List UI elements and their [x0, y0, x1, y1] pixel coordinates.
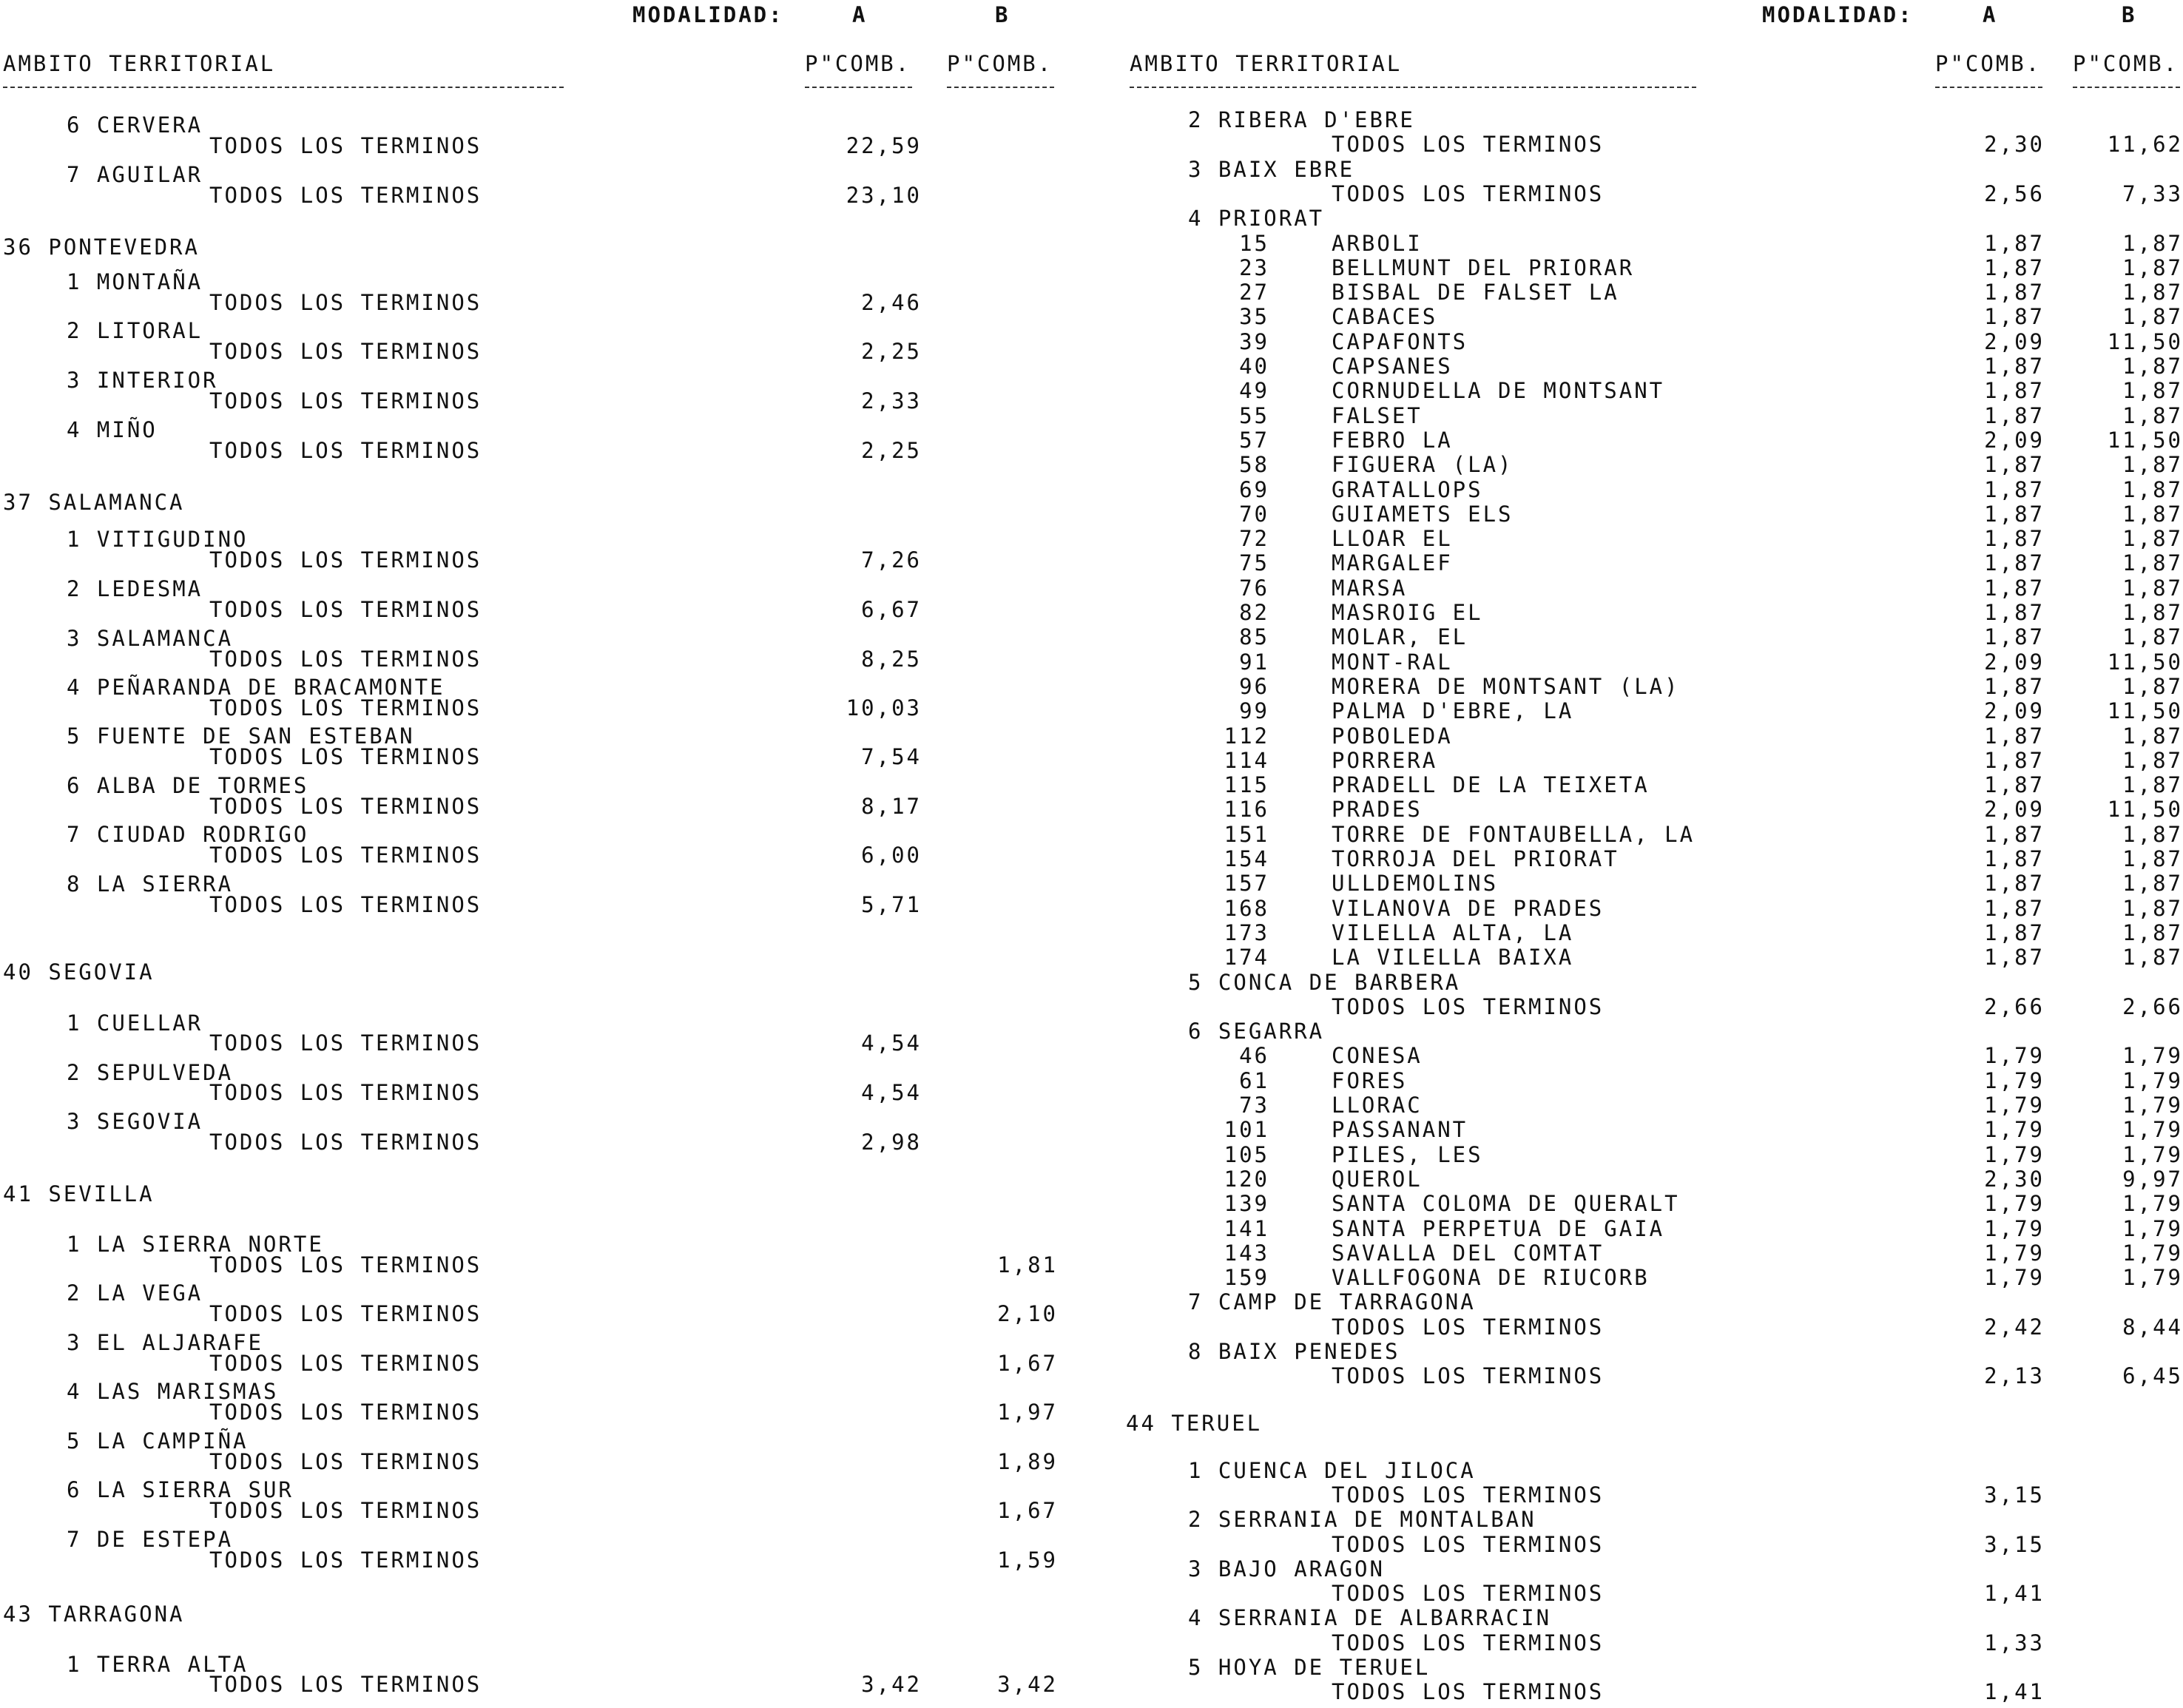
zone-heading: 1 CUELLAR: [67, 1010, 203, 1036]
municipality-code: 72: [1239, 526, 1269, 552]
municipality-code: 168: [1224, 895, 1269, 921]
municipality-name: LLOAR EL: [1332, 526, 1453, 552]
term-label: TODOS LOS TERMINOS: [209, 547, 482, 573]
value-b: 1,89: [997, 1449, 1058, 1474]
value-a: 1,33: [1984, 1630, 2045, 1655]
value-a: 6,67: [861, 597, 922, 622]
value-a: 1,87: [1984, 747, 2045, 773]
value-b: 1,79: [2122, 1067, 2183, 1093]
municipality-code: 82: [1239, 600, 1269, 625]
value-b: 1,87: [2122, 747, 2183, 773]
value-a: 22,59: [846, 133, 922, 158]
value-b: 1,81: [997, 1252, 1058, 1277]
value-a: 1,79: [1984, 1043, 2045, 1069]
municipality-code: 173: [1224, 919, 1269, 945]
value-b: 1,87: [2122, 945, 2183, 971]
municipality-code: 91: [1239, 649, 1269, 675]
divider-ambito-right: [1130, 87, 1696, 88]
value-a: 2,42: [1984, 1314, 2045, 1340]
value-a: 1,87: [1984, 624, 2045, 650]
value-a: 1,79: [1984, 1240, 2045, 1266]
value-a: 1,87: [1984, 501, 2045, 527]
pcomb-a-header-right: P"COMB.: [1935, 51, 2042, 76]
zone-heading: 7 CAMP DE TARRAGONA: [1188, 1289, 1476, 1315]
value-b: 1,87: [2122, 871, 2183, 897]
value-a: 5,71: [861, 892, 922, 917]
municipality-name: POBOLEDA: [1332, 723, 1453, 749]
value-b: 1,87: [2122, 378, 2183, 404]
value-a: 4,54: [861, 1080, 922, 1105]
municipality-name: PILES, LES: [1332, 1141, 1483, 1167]
col-a-header-right: A: [1983, 2, 1998, 27]
zone-heading: 3 INTERIOR: [67, 368, 218, 393]
zone-heading: 3 BAIX EBRE: [1188, 156, 1355, 182]
divider-a-left: [805, 87, 912, 88]
municipality-code: 70: [1239, 501, 1269, 527]
municipality-name: MORERA DE MONTSANT (LA): [1332, 673, 1680, 699]
municipality-code: 151: [1224, 821, 1269, 847]
value-b: 1,87: [2122, 895, 2183, 921]
value-a: 1,87: [1984, 919, 2045, 945]
value-a: 1,87: [1984, 772, 2045, 798]
municipality-name: LA VILELLA BAIXA: [1332, 945, 1574, 971]
value-b: 1,87: [2122, 821, 2183, 847]
zone-heading: 1 VITIGUDINO: [67, 527, 249, 552]
value-a: 1,87: [1984, 526, 2045, 552]
term-label: TODOS LOS TERMINOS: [209, 438, 482, 463]
municipality-name: PRADES: [1332, 797, 1423, 823]
value-a: 1,79: [1984, 1093, 2045, 1118]
municipality-code: 114: [1224, 747, 1269, 773]
zone-heading: 7 DE ESTEPA: [67, 1527, 234, 1552]
zone-heading: 2 LA VEGA: [67, 1280, 203, 1306]
zone-heading: 5 CONCA DE BARBERA: [1188, 969, 1461, 995]
value-a: 1,87: [1984, 895, 2045, 921]
value-a: 1,87: [1984, 871, 2045, 897]
value-a: 1,87: [1984, 723, 2045, 749]
municipality-code: 69: [1239, 476, 1269, 502]
value-a: 7,26: [861, 547, 922, 573]
value-b: 1,87: [2122, 452, 2183, 478]
municipality-name: SANTA PERPETUA DE GAIA: [1332, 1215, 1665, 1241]
municipality-code: 141: [1224, 1215, 1269, 1241]
municipality-name: VILANOVA DE PRADES: [1332, 895, 1605, 921]
modalidad-label-left: MODALIDAD:: [632, 2, 784, 27]
value-b: 1,87: [2122, 230, 2183, 256]
term-label: TODOS LOS TERMINOS: [1332, 1679, 1605, 1705]
value-a: 2,09: [1984, 328, 2045, 354]
term-label: TODOS LOS TERMINOS: [209, 1301, 482, 1326]
col-b-header-right: B: [2122, 2, 2137, 27]
municipality-name: PRADELL DE LA TEIXETA: [1332, 772, 1650, 798]
zone-heading: 6 CERVERA: [67, 112, 203, 138]
value-a: 1,87: [1984, 846, 2045, 871]
municipality-name: QUEROL: [1332, 1166, 1423, 1192]
zone-heading: 8 BAIX PENEDES: [1188, 1339, 1400, 1364]
value-b: 1,79: [2122, 1240, 2183, 1266]
value-b: 1,79: [2122, 1215, 2183, 1241]
zone-heading: 2 LITORAL: [67, 318, 203, 343]
value-a: 2,09: [1984, 797, 2045, 823]
municipality-code: 57: [1239, 427, 1269, 453]
term-label: TODOS LOS TERMINOS: [1332, 1630, 1605, 1655]
value-a: 2,09: [1984, 698, 2045, 724]
pcomb-a-header-left: P"COMB.: [805, 51, 911, 76]
term-label: TODOS LOS TERMINOS: [209, 1547, 482, 1573]
term-label: TODOS LOS TERMINOS: [209, 843, 482, 868]
value-a: 1,79: [1984, 1191, 2045, 1217]
value-b: 11,50: [2107, 797, 2183, 823]
value-b: 9,97: [2122, 1166, 2183, 1192]
municipality-code: 99: [1239, 698, 1269, 724]
value-b: 1,87: [2122, 280, 2183, 306]
municipality-code: 76: [1239, 575, 1269, 601]
value-b: 1,67: [997, 1351, 1058, 1376]
value-a: 2,09: [1984, 649, 2045, 675]
value-a: 2,98: [861, 1130, 922, 1155]
municipality-name: CORNUDELLA DE MONTSANT: [1332, 378, 1665, 404]
zone-heading: 2 LEDESMA: [67, 576, 203, 601]
value-b: 1,87: [2122, 575, 2183, 601]
value-a: 2,13: [1984, 1363, 2045, 1389]
term-label: TODOS LOS TERMINOS: [1332, 132, 1605, 158]
col-b-header-left: B: [995, 2, 1010, 27]
value-b: 1,79: [2122, 1191, 2183, 1217]
value-a: 2,46: [861, 290, 922, 315]
value-b: 1,87: [2122, 501, 2183, 527]
municipality-name: ULLDEMOLINS: [1332, 871, 1499, 897]
municipality-name: CAPAFONTS: [1332, 328, 1468, 354]
zone-heading: 1 TERRA ALTA: [67, 1652, 249, 1677]
municipality-name: MASROIG EL: [1332, 600, 1483, 625]
municipality-code: 73: [1239, 1093, 1269, 1118]
col-a-header-left: A: [852, 2, 868, 27]
municipality-name: FORES: [1332, 1067, 1408, 1093]
municipality-code: 58: [1239, 452, 1269, 478]
term-label: TODOS LOS TERMINOS: [1332, 1314, 1605, 1340]
municipality-name: FALSET: [1332, 402, 1423, 428]
value-a: 1,87: [1984, 575, 2045, 601]
term-label: TODOS LOS TERMINOS: [209, 695, 482, 720]
municipality-code: 27: [1239, 280, 1269, 306]
value-a: 1,87: [1984, 230, 2045, 256]
ambito-label-right: AMBITO TERRITORIAL: [1130, 51, 1403, 76]
municipality-code: 115: [1224, 772, 1269, 798]
value-b: 1,87: [2122, 550, 2183, 576]
municipality-code: 75: [1239, 550, 1269, 576]
municipality-name: FEBRO LA: [1332, 427, 1453, 453]
value-b: 1,59: [997, 1547, 1058, 1573]
value-a: 1,79: [1984, 1265, 2045, 1291]
value-b: 1,67: [997, 1498, 1058, 1523]
value-a: 1,87: [1984, 945, 2045, 971]
value-a: 1,79: [1984, 1117, 2045, 1143]
value-b: 1,79: [2122, 1117, 2183, 1143]
term-label: TODOS LOS TERMINOS: [209, 388, 482, 414]
divider-ambito-left: [3, 87, 564, 88]
municipality-code: 35: [1239, 304, 1269, 330]
value-a: 10,03: [846, 695, 922, 720]
value-a: 4,54: [861, 1030, 922, 1056]
divider-a-right: [1935, 87, 2042, 88]
municipality-name: FIGUERA (LA): [1332, 452, 1514, 478]
pcomb-b-header-right: P"COMB.: [2073, 51, 2179, 76]
value-a: 3,15: [1984, 1482, 2045, 1508]
value-b: 1,87: [2122, 723, 2183, 749]
value-b: 3,42: [997, 1672, 1058, 1697]
term-label: TODOS LOS TERMINOS: [209, 647, 482, 672]
municipality-code: 40: [1239, 354, 1269, 379]
term-label: TODOS LOS TERMINOS: [209, 1449, 482, 1474]
province-heading: 37 SALAMANCA: [3, 490, 185, 515]
municipality-code: 105: [1224, 1141, 1269, 1167]
value-b: 1,79: [2122, 1265, 2183, 1291]
value-b: 1,87: [2122, 624, 2183, 650]
value-b: 1,87: [2122, 354, 2183, 379]
zone-heading: 8 LA SIERRA: [67, 871, 234, 897]
value-b: 2,10: [997, 1301, 1058, 1326]
zone-heading: 4 PEÑARANDA DE BRACAMONTE: [67, 675, 445, 700]
value-a: 1,87: [1984, 821, 2045, 847]
municipality-code: 159: [1224, 1265, 1269, 1291]
municipality-code: 101: [1224, 1117, 1269, 1143]
municipality-name: BELLMUNT DEL PRIORAR: [1332, 254, 1635, 280]
municipality-name: MARGALEF: [1332, 550, 1453, 576]
value-b: 1,87: [2122, 673, 2183, 699]
value-b: 1,87: [2122, 846, 2183, 871]
value-a: 6,00: [861, 843, 922, 868]
value-b: 7,33: [2122, 180, 2183, 206]
value-b: 1,87: [2122, 919, 2183, 945]
value-b: 1,87: [2122, 526, 2183, 552]
zone-heading: 3 BAJO ARAGON: [1188, 1556, 1385, 1582]
zone-heading: 2 SERRANIA DE MONTALBAN: [1188, 1507, 1536, 1533]
value-a: 2,30: [1984, 1166, 2045, 1192]
term-label: TODOS LOS TERMINOS: [209, 1252, 482, 1277]
value-a: 1,87: [1984, 280, 2045, 306]
value-a: 2,09: [1984, 427, 2045, 453]
municipality-name: MARSA: [1332, 575, 1408, 601]
value-b: 1,87: [2122, 600, 2183, 625]
value-a: 1,87: [1984, 476, 2045, 502]
municipality-code: 23: [1239, 254, 1269, 280]
value-a: 1,41: [1984, 1581, 2045, 1607]
value-b: 11,50: [2107, 649, 2183, 675]
municipality-code: 61: [1239, 1067, 1269, 1093]
municipality-name: SAVALLA DEL COMTAT: [1332, 1240, 1605, 1266]
municipality-name: CONESA: [1332, 1043, 1423, 1069]
municipality-code: 157: [1224, 871, 1269, 897]
municipality-name: TORRE DE FONTAUBELLA, LA: [1332, 821, 1696, 847]
municipality-code: 39: [1239, 328, 1269, 354]
term-label: TODOS LOS TERMINOS: [209, 1672, 482, 1697]
municipality-name: BISBAL DE FALSET LA: [1332, 280, 1619, 306]
value-b: 1,97: [997, 1400, 1058, 1425]
value-a: 1,87: [1984, 550, 2045, 576]
municipality-name: GUIAMETS ELS: [1332, 501, 1514, 527]
value-b: 2,66: [2122, 993, 2183, 1019]
value-a: 1,87: [1984, 673, 2045, 699]
term-label: TODOS LOS TERMINOS: [1332, 1363, 1605, 1389]
term-label: TODOS LOS TERMINOS: [209, 1130, 482, 1155]
zone-heading: 7 AGUILAR: [67, 162, 203, 187]
municipality-name: VALLFOGONA DE RIUCORB: [1332, 1265, 1650, 1291]
province-heading: 41 SEVILLA: [3, 1181, 155, 1206]
zone-heading: 4 LAS MARISMAS: [67, 1379, 279, 1404]
municipality-code: 15: [1239, 230, 1269, 256]
divider-b-right: [2073, 87, 2180, 88]
municipality-name: TORROJA DEL PRIORAT: [1332, 846, 1619, 871]
value-a: 2,25: [861, 339, 922, 364]
municipality-name: CABACES: [1332, 304, 1438, 330]
municipality-name: CAPSANES: [1332, 354, 1453, 379]
municipality-name: MOLAR, EL: [1332, 624, 1468, 650]
zone-heading: 1 CUENCA DEL JILOCA: [1188, 1457, 1476, 1483]
zone-heading: 6 LA SIERRA SUR: [67, 1477, 294, 1502]
pcomb-b-header-left: P"COMB.: [947, 51, 1053, 76]
value-a: 1,87: [1984, 354, 2045, 379]
value-b: 8,44: [2122, 1314, 2183, 1340]
value-a: 3,15: [1984, 1531, 2045, 1557]
modalidad-label-right: MODALIDAD:: [1762, 2, 1914, 27]
value-a: 8,17: [861, 794, 922, 819]
term-label: TODOS LOS TERMINOS: [209, 133, 482, 158]
zone-heading: 3 SEGOVIA: [67, 1109, 203, 1134]
municipality-code: 96: [1239, 673, 1269, 699]
term-label: TODOS LOS TERMINOS: [1332, 993, 1605, 1019]
value-a: 2,30: [1984, 132, 2045, 158]
term-label: TODOS LOS TERMINOS: [209, 290, 482, 315]
municipality-code: 55: [1239, 402, 1269, 428]
zone-heading: 1 LA SIERRA NORTE: [67, 1232, 324, 1257]
value-a: 1,79: [1984, 1141, 2045, 1167]
value-b: 11,50: [2107, 698, 2183, 724]
value-a: 1,87: [1984, 402, 2045, 428]
value-b: 1,87: [2122, 402, 2183, 428]
value-a: 1,41: [1984, 1679, 2045, 1705]
zone-heading: 5 FUENTE DE SAN ESTEBAN: [67, 723, 415, 749]
term-label: TODOS LOS TERMINOS: [209, 339, 482, 364]
municipality-name: VILELLA ALTA, LA: [1332, 919, 1574, 945]
zone-heading: 3 SALAMANCA: [67, 626, 234, 651]
value-a: 1,87: [1984, 378, 2045, 404]
municipality-name: ARBOLI: [1332, 230, 1423, 256]
value-a: 2,66: [1984, 993, 2045, 1019]
value-a: 3,42: [861, 1672, 922, 1697]
municipality-name: GRATALLOPS: [1332, 476, 1483, 502]
municipality-name: PALMA D'EBRE, LA: [1332, 698, 1574, 724]
term-label: TODOS LOS TERMINOS: [1332, 1531, 1605, 1557]
term-label: TODOS LOS TERMINOS: [209, 597, 482, 622]
municipality-name: LLORAC: [1332, 1093, 1423, 1118]
municipality-name: PORRERA: [1332, 747, 1438, 773]
term-label: TODOS LOS TERMINOS: [209, 183, 482, 208]
value-a: 1,87: [1984, 452, 2045, 478]
province-heading: 44 TERUEL: [1126, 1410, 1263, 1436]
term-label: TODOS LOS TERMINOS: [1332, 1581, 1605, 1607]
term-label: TODOS LOS TERMINOS: [209, 1498, 482, 1523]
zone-heading: 3 EL ALJARAFE: [67, 1330, 263, 1355]
value-b: 6,45: [2122, 1363, 2183, 1389]
zone-heading: 4 MIÑO: [67, 417, 158, 442]
municipality-code: 120: [1224, 1166, 1269, 1192]
province-heading: 36 PONTEVEDRA: [3, 234, 200, 260]
value-b: 1,79: [2122, 1141, 2183, 1167]
term-label: TODOS LOS TERMINOS: [209, 1351, 482, 1376]
divider-b-left: [947, 87, 1054, 88]
zone-heading: 5 HOYA DE TERUEL: [1188, 1655, 1431, 1680]
value-a: 2,56: [1984, 180, 2045, 206]
value-a: 1,87: [1984, 600, 2045, 625]
value-b: 1,87: [2122, 254, 2183, 280]
province-heading: 43 TARRAGONA: [3, 1601, 185, 1627]
municipality-code: 143: [1224, 1240, 1269, 1266]
municipality-name: SANTA COLOMA DE QUERALT: [1332, 1191, 1680, 1217]
value-a: 1,87: [1984, 304, 2045, 330]
zone-heading: 1 MONTAÑA: [67, 269, 203, 294]
value-a: 1,87: [1984, 254, 2045, 280]
value-b: 11,62: [2107, 132, 2183, 158]
value-b: 11,50: [2107, 427, 2183, 453]
term-label: TODOS LOS TERMINOS: [209, 794, 482, 819]
zone-heading: 6 ALBA DE TORMES: [67, 773, 309, 798]
value-b: 1,87: [2122, 772, 2183, 798]
municipality-code: 46: [1239, 1043, 1269, 1069]
zone-heading: 2 SEPULVEDA: [67, 1060, 234, 1085]
value-b: 11,50: [2107, 328, 2183, 354]
municipality-code: 112: [1224, 723, 1269, 749]
municipality-code: 85: [1239, 624, 1269, 650]
value-a: 7,54: [861, 744, 922, 769]
term-label: TODOS LOS TERMINOS: [209, 744, 482, 769]
municipality-code: 139: [1224, 1191, 1269, 1217]
ambito-label-left: AMBITO TERRITORIAL: [3, 51, 276, 76]
value-b: 1,87: [2122, 304, 2183, 330]
municipality-name: MONT-RAL: [1332, 649, 1453, 675]
zone-heading: 7 CIUDAD RODRIGO: [67, 822, 309, 847]
municipality-code: 154: [1224, 846, 1269, 871]
value-a: 2,33: [861, 388, 922, 414]
value-b: 1,87: [2122, 476, 2183, 502]
municipality-code: 49: [1239, 378, 1269, 404]
municipality-code: 116: [1224, 797, 1269, 823]
municipality-name: PASSANANT: [1332, 1117, 1468, 1143]
term-label: TODOS LOS TERMINOS: [209, 1080, 482, 1105]
zone-heading: 5 LA CAMPIÑA: [67, 1428, 249, 1454]
value-a: 1,79: [1984, 1067, 2045, 1093]
zone-heading: 4 SERRANIA DE ALBARRACIN: [1188, 1605, 1552, 1631]
term-label: TODOS LOS TERMINOS: [1332, 180, 1605, 206]
value-b: 1,79: [2122, 1043, 2183, 1069]
province-heading: 40 SEGOVIA: [3, 959, 155, 985]
term-label: TODOS LOS TERMINOS: [209, 1400, 482, 1425]
value-a: 2,25: [861, 438, 922, 463]
value-a: 23,10: [846, 183, 922, 208]
value-b: 1,79: [2122, 1093, 2183, 1118]
zone-heading: 6 SEGARRA: [1188, 1019, 1325, 1044]
zone-heading: 4 PRIORAT: [1188, 206, 1325, 232]
term-label: TODOS LOS TERMINOS: [209, 1030, 482, 1056]
municipality-code: 174: [1224, 945, 1269, 971]
term-label: TODOS LOS TERMINOS: [1332, 1482, 1605, 1508]
term-label: TODOS LOS TERMINOS: [209, 892, 482, 917]
value-a: 1,79: [1984, 1215, 2045, 1241]
zone-heading: 2 RIBERA D'EBRE: [1188, 107, 1415, 132]
value-a: 8,25: [861, 647, 922, 672]
